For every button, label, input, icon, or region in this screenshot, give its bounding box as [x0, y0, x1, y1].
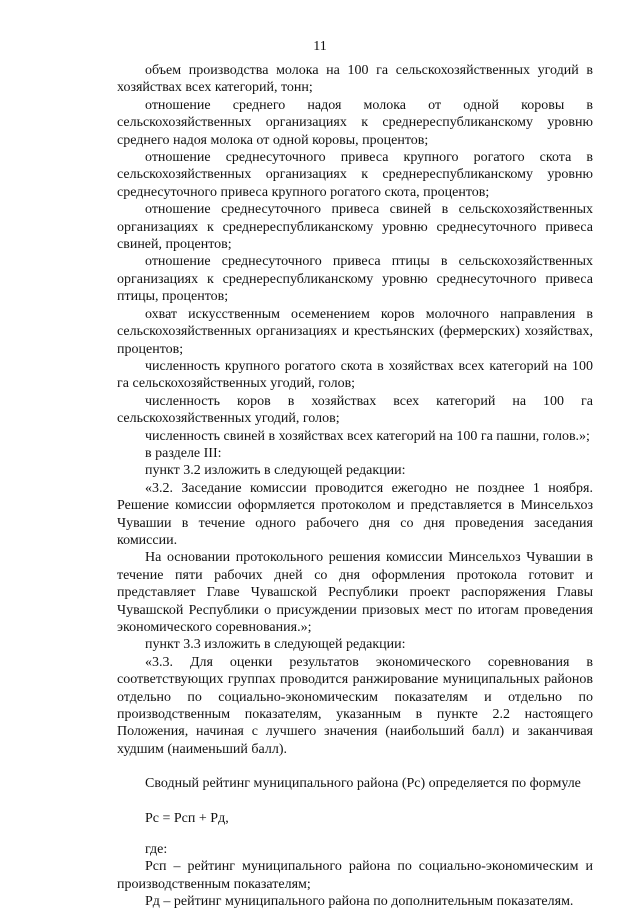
paragraph-cow-count: численность коров в хозяйствах всех категорий на 100 га сельскохозяйственных угодий, голов; — [117, 393, 593, 427]
paragraph-rating-sp: Pсп – рейтинг муниципального района по социально-экономическим и производственным показателям; — [117, 859, 593, 892]
paragraph-item-3-2-protocol: На основании протокольного решения комиссии Минсельхоз Чувашии в течение пяти рабочих дней со дня оформления протокола готовит и представляет Главе Чувашской Республики проект распоряжения Главы Чувашской Республики о присуждении призовых мест по итогам проведения экономического соревнования.»; — [117, 550, 593, 635]
paragraph-insemination-coverage: охват искусственным осеменением коров молочного направления в сельскохозяйственных организациях и крестьянских (фермерских) хозяйствах, процентов; — [117, 306, 593, 357]
page-number: 11 — [313, 39, 327, 54]
document-body — [117, 62, 593, 911]
paragraph-where: где: — [145, 842, 168, 858]
formula: Pс = Pсп + Pд, — [145, 810, 229, 826]
paragraph-milk-yield-ratio: отношение среднего надоя молока от одной коровы в сельскохозяйственных организациях к среднереспубликанскому уровню среднего надоя молока от одной коровы, процентов; — [117, 97, 593, 148]
paragraph-summary-rating: Сводный рейтинг муниципального района (Pс) определяется по формуле — [145, 776, 581, 792]
paragraph-rating-d: Pд – рейтинг муниципального района по дополнительным показателям. — [145, 894, 574, 910]
paragraph-section-iii: в разделе III: — [145, 445, 222, 461]
paragraph-item-3-2-intro: пункт 3.2 изложить в следующей редакции: — [145, 463, 406, 479]
paragraph-pig-gain-ratio: отношение среднесуточного привеса свиней в сельскохозяйственных организациях к среднереспубликанскому уровню среднесуточного привеса свиней, процентов; — [117, 202, 593, 253]
paragraph-item-3-2-text: «3.2. Заседание комиссии проводится ежегодно не позднее 1 ноября. Решение комиссии оформляется протоколом и представляется в Минсельхоз Чувашии в течение одного рабочего дня со дня проведения заседания комиссии. — [117, 480, 593, 548]
paragraph-cattle-gain-ratio: отношение среднесуточного привеса крупного рогатого скота в сельскохозяйственных организациях к среднереспубликанскому уровню среднесуточного привеса крупного рогатого скота, процентов; — [117, 150, 593, 200]
paragraph-poultry-gain-ratio: отношение среднесуточного привеса птицы в сельскохозяйственных организациях к среднереспубликанскому уровню среднесуточного привеса птицы, процентов; — [117, 254, 593, 305]
paragraph-item-3-3-text: «3.3. Для оценки результатов экономического соревнования в соответствующих группах проводится ранжирование муниципальных районов отдельно по социально-экономическим показателям и отдельно по производственным показателям, указанным в пункте 2.2 настоящего Положения, начиная с лучшего значения (наибольший балл) и заканчивая худшим (наименьший балл). — [117, 654, 593, 757]
paragraph-cattle-count: численность крупного рогатого скота в хозяйствах всех категорий на 100 га сельскохозяйственных угодий, голов; — [117, 358, 593, 392]
paragraph-pig-count: численность свиней в хозяйствах всех категорий на 100 га пашни, голов.»; — [145, 428, 590, 444]
paragraph-item-3-3-intro: пункт 3.3 изложить в следующей редакции: — [145, 637, 406, 653]
paragraph-milk-production: объем производства молока на 100 га сельскохозяйственных угодий в хозяйствах всех категорий, тонн; — [117, 63, 593, 96]
